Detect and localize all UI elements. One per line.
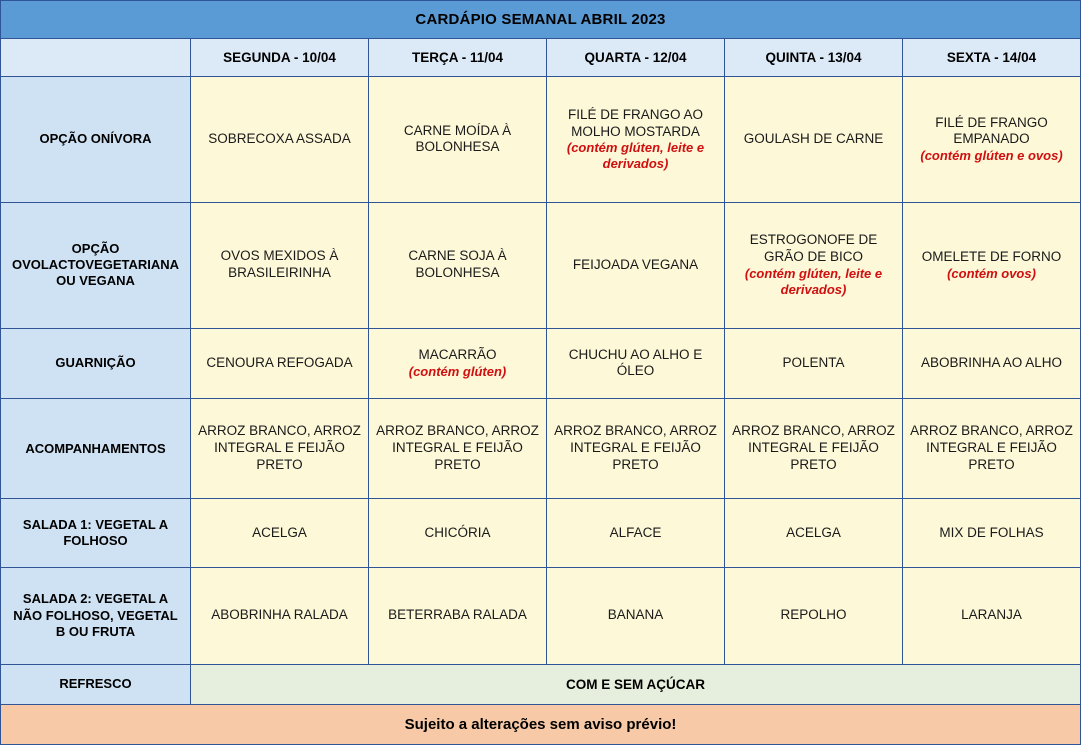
cell-text: BANANA — [607, 607, 664, 623]
cell-salada1-sexta — [903, 499, 1081, 568]
day-header-quarta: QUARTA - 12/04 — [547, 39, 725, 77]
cell-text: ARROZ BRANCO, ARROZ INTEGRAL E FEIJÃO PRETO — [376, 423, 539, 473]
cell-text: FILÉ DE FRANGO AO MOLHO MOSTARDA — [567, 106, 704, 139]
day-header-sexta: SEXTA - 14/04 — [903, 39, 1081, 77]
footer-note: Sujeito a alterações sem aviso prévio! — [1, 705, 1081, 745]
row-label-opcao-vegetariana: OPÇÃO OVOLACTOVEGETARIANA OU VEGANA — [1, 202, 191, 328]
cell-guarnicao-sexta — [903, 328, 1081, 399]
cell-text: FEIJOADA VEGANA — [572, 256, 699, 272]
cell-guarnicao-quarta — [547, 328, 725, 399]
cell-text: LARANJA — [961, 607, 1022, 623]
cell-refresco-value: COM E SEM AÇÚCAR — [191, 664, 1081, 704]
cell-text: ESTROGONOFE DE GRÃO DE BICO — [749, 232, 878, 265]
table-row — [1, 202, 1081, 328]
title-row — [1, 1, 1081, 39]
day-header-row — [1, 39, 1081, 77]
cell-vegetariana-quinta — [725, 202, 903, 328]
allergen-note: (contém glúten, leite e derivados) — [566, 140, 705, 172]
cell-salada2-terca — [369, 567, 547, 664]
cell-salada2-quarta — [547, 567, 725, 664]
table-row — [1, 399, 1081, 499]
corner-cell — [1, 39, 191, 77]
cell-text: CHICÓRIA — [424, 524, 491, 540]
day-header-segunda: SEGUNDA - 10/04 — [191, 39, 369, 77]
table-row — [1, 328, 1081, 399]
row-label-salada-1: SALADA 1: VEGETAL A FOLHOSO — [1, 499, 191, 568]
cell-acompanhamentos-quarta — [547, 399, 725, 499]
cell-vegetariana-segunda — [191, 202, 369, 328]
cell-text: ABOBRINHA AO ALHO — [920, 354, 1063, 370]
cell-text: MIX DE FOLHAS — [939, 524, 1044, 540]
cell-text: ARROZ BRANCO, ARROZ INTEGRAL E FEIJÃO PRETO — [554, 423, 717, 473]
cell-salada2-segunda — [191, 567, 369, 664]
cell-text: BETERRABA RALADA — [388, 607, 527, 623]
cell-opcao-onivora-quinta — [725, 77, 903, 203]
cell-text: CARNE SOJA À BOLONHESA — [408, 248, 507, 281]
day-header-quinta: QUINTA - 13/04 — [725, 39, 903, 77]
cell-text: ALFACE — [609, 524, 662, 540]
page-title: CARDÁPIO SEMANAL ABRIL 2023 — [1, 1, 1081, 39]
footer-row — [1, 705, 1081, 745]
cell-salada2-sexta — [903, 567, 1081, 664]
row-label-opcao-onivora: OPÇÃO ONÍVORA — [1, 77, 191, 203]
row-label-salada-2: SALADA 2: VEGETAL A NÃO FOLHOSO, VEGETAL B OU FRUTA — [1, 567, 191, 664]
refresco-row — [1, 664, 1081, 704]
row-label-guarnicao: GUARNIÇÃO — [1, 328, 191, 399]
row-label-acompanhamentos: ACOMPANHAMENTOS — [1, 399, 191, 499]
cell-text: CARNE MOÍDA À BOLONHESA — [403, 122, 512, 155]
cell-text: CENOURA REFOGADA — [206, 354, 353, 370]
cell-text: ABOBRINHA RALADA — [211, 607, 348, 623]
cell-text: OVOS MEXIDOS À BRASILEIRINHA — [220, 248, 339, 281]
cell-vegetariana-quarta — [547, 202, 725, 328]
allergen-note: (contém glúten) — [408, 363, 507, 379]
day-header-terca: TERÇA - 11/04 — [369, 39, 547, 77]
cell-text: ARROZ BRANCO, ARROZ INTEGRAL E FEIJÃO PRETO — [910, 423, 1073, 473]
cell-salada1-segunda — [191, 499, 369, 568]
table-row — [1, 567, 1081, 664]
cell-opcao-onivora-segunda — [191, 77, 369, 203]
cell-acompanhamentos-sexta — [903, 399, 1081, 499]
row-label-refresco: REFRESCO — [1, 664, 191, 704]
cell-opcao-onivora-terca — [369, 77, 547, 203]
cell-guarnicao-segunda — [191, 328, 369, 399]
allergen-note: (contém glúten, leite e derivados) — [744, 266, 883, 298]
cell-text: SOBRECOXA ASSADA — [208, 130, 351, 146]
allergen-note: (contém glúten e ovos) — [920, 148, 1063, 164]
cell-opcao-onivora-quarta — [547, 77, 725, 203]
cell-salada1-quarta — [547, 499, 725, 568]
cell-salada1-terca — [369, 499, 547, 568]
cell-text: POLENTA — [782, 354, 845, 370]
cell-text: MACARRÃO — [418, 347, 497, 363]
cell-acompanhamentos-quinta — [725, 399, 903, 499]
table-row — [1, 77, 1081, 203]
cell-opcao-onivora-sexta — [903, 77, 1081, 203]
cell-salada1-quinta — [725, 499, 903, 568]
cell-guarnicao-terca — [369, 328, 547, 399]
cell-text: CHUCHU AO ALHO E ÓLEO — [568, 346, 703, 379]
cell-acompanhamentos-terca — [369, 399, 547, 499]
cell-text: ARROZ BRANCO, ARROZ INTEGRAL E FEIJÃO PRETO — [198, 423, 361, 473]
cell-acompanhamentos-segunda — [191, 399, 369, 499]
allergen-note: (contém ovos) — [947, 265, 1036, 281]
cell-text: ACELGA — [786, 524, 841, 540]
cell-guarnicao-quinta — [725, 328, 903, 399]
cell-vegetariana-sexta — [903, 202, 1081, 328]
cell-text: FILÉ DE FRANGO EMPANADO — [935, 114, 1048, 147]
table-row — [1, 499, 1081, 568]
cell-salada2-quinta — [725, 567, 903, 664]
cell-text: OMELETE DE FORNO — [921, 248, 1062, 264]
cell-text: REPOLHO — [780, 607, 847, 623]
cell-vegetariana-terca — [369, 202, 547, 328]
cell-text: ARROZ BRANCO, ARROZ INTEGRAL E FEIJÃO PRETO — [732, 423, 895, 473]
cell-text: GOULASH DE CARNE — [743, 130, 884, 146]
cell-text: ACELGA — [252, 524, 307, 540]
